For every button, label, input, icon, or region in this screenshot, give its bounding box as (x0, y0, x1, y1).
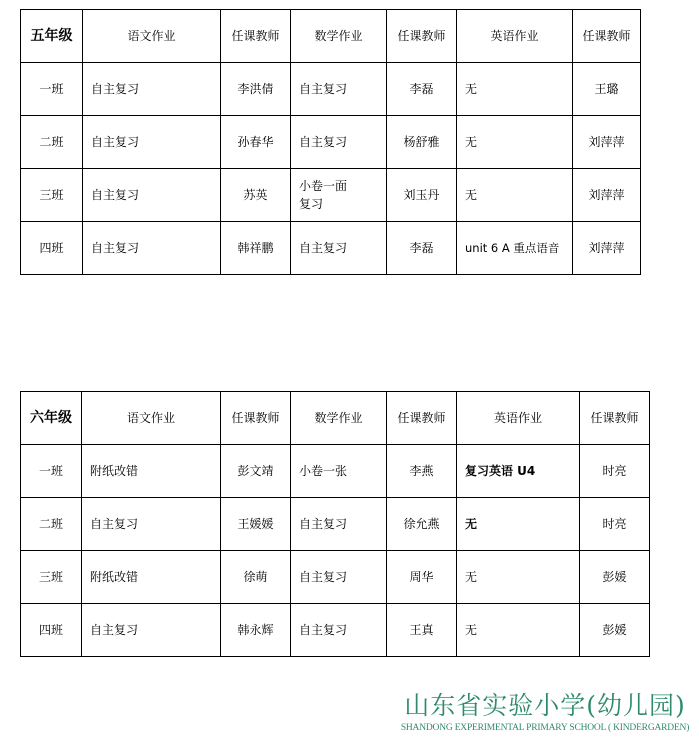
math-homework-line2: 复习 (299, 197, 324, 211)
table-row (21, 445, 650, 498)
table-row (21, 116, 641, 169)
header-teacher: 任课教师 (573, 10, 641, 63)
chinese-homework: 附纸改错 (82, 445, 221, 498)
english-teacher: 彭媛 (580, 551, 650, 604)
table-row (21, 604, 650, 657)
math-teacher: 王真 (387, 604, 457, 657)
header-english-homework: 英语作业 (457, 392, 580, 445)
chinese-teacher: 王媛媛 (221, 498, 291, 551)
header-chinese-homework: 语文作业 (83, 10, 221, 63)
english-teacher: 王璐 (573, 63, 641, 116)
math-homework: 自主复习 (291, 551, 387, 604)
english-teacher: 时亮 (580, 445, 650, 498)
english-teacher: 刘萍萍 (573, 222, 641, 275)
header-chinese-homework: 语文作业 (82, 392, 221, 445)
class-name: 四班 (21, 222, 83, 275)
header-teacher: 任课教师 (387, 392, 457, 445)
math-homework: 自主复习 (291, 222, 387, 275)
english-homework: 复习英语 U4 (457, 445, 580, 498)
grade-label: 五年级 (21, 10, 83, 63)
grade-label: 六年级 (21, 392, 82, 445)
grade5-homework-table (20, 9, 641, 275)
chinese-teacher: 孙春华 (221, 116, 291, 169)
math-homework: 小卷一张 (291, 445, 387, 498)
chinese-homework: 自主复习 (83, 222, 221, 275)
header-english-homework: 英语作业 (457, 10, 573, 63)
english-homework: 无 (457, 116, 573, 169)
english-homework: 无 (457, 551, 580, 604)
class-name: 三班 (21, 169, 83, 222)
english-homework: 无 (457, 63, 573, 116)
chinese-teacher: 李洪倩 (221, 63, 291, 116)
math-teacher: 徐允燕 (387, 498, 457, 551)
math-homework (291, 169, 387, 222)
math-teacher: 刘玉丹 (387, 169, 457, 222)
math-homework: 自主复习 (291, 63, 387, 116)
english-teacher: 刘萍萍 (573, 169, 641, 222)
header-teacher: 任课教师 (221, 10, 291, 63)
header-teacher: 任课教师 (221, 392, 291, 445)
grade6-homework-table (20, 391, 650, 657)
school-name-chinese: 山东省实验小学(幼儿园) (404, 691, 686, 720)
chinese-homework: 自主复习 (82, 498, 221, 551)
table-row (21, 169, 641, 222)
math-homework: 自主复习 (291, 498, 387, 551)
math-teacher: 李磊 (387, 222, 457, 275)
class-name: 一班 (21, 445, 82, 498)
english-homework: 无 (457, 604, 580, 657)
class-name: 一班 (21, 63, 83, 116)
english-teacher: 彭媛 (580, 604, 650, 657)
math-homework: 自主复习 (291, 604, 387, 657)
english-homework: 无 (457, 498, 580, 551)
math-teacher: 李磊 (387, 63, 457, 116)
chinese-homework: 自主复习 (82, 604, 221, 657)
english-homework: unit 6 A 重点语音 (457, 222, 573, 275)
table-row (21, 498, 650, 551)
chinese-teacher: 韩永辉 (221, 604, 291, 657)
header-teacher: 任课教师 (387, 10, 457, 63)
class-name: 四班 (21, 604, 82, 657)
math-teacher: 杨舒雅 (387, 116, 457, 169)
school-name-english: SHANDONG EXPERIMENTAL PRIMARY SCHOOL ( KINDERGARDEN) (400, 723, 690, 733)
class-name: 二班 (21, 498, 82, 551)
header-teacher: 任课教师 (580, 392, 650, 445)
math-teacher: 周华 (387, 551, 457, 604)
table-header-row (21, 392, 650, 445)
table-header-row (21, 10, 641, 63)
header-math-homework: 数学作业 (291, 10, 387, 63)
chinese-teacher: 苏英 (221, 169, 291, 222)
table-row (21, 222, 641, 275)
chinese-homework: 自主复习 (83, 169, 221, 222)
chinese-teacher: 韩祥鹏 (221, 222, 291, 275)
school-logo (395, 690, 695, 734)
table-row (21, 551, 650, 604)
math-homework: 自主复习 (291, 116, 387, 169)
english-teacher: 时亮 (580, 498, 650, 551)
table-row (21, 63, 641, 116)
math-homework-line1: 小卷一面 (299, 179, 348, 193)
class-name: 二班 (21, 116, 83, 169)
header-math-homework: 数学作业 (291, 392, 387, 445)
chinese-homework: 自主复习 (83, 116, 221, 169)
english-teacher: 刘萍萍 (573, 116, 641, 169)
chinese-homework: 附纸改错 (82, 551, 221, 604)
chinese-teacher: 彭文靖 (221, 445, 291, 498)
chinese-teacher: 徐萌 (221, 551, 291, 604)
math-teacher: 李燕 (387, 445, 457, 498)
english-homework: 无 (457, 169, 573, 222)
chinese-homework: 自主复习 (83, 63, 221, 116)
class-name: 三班 (21, 551, 82, 604)
